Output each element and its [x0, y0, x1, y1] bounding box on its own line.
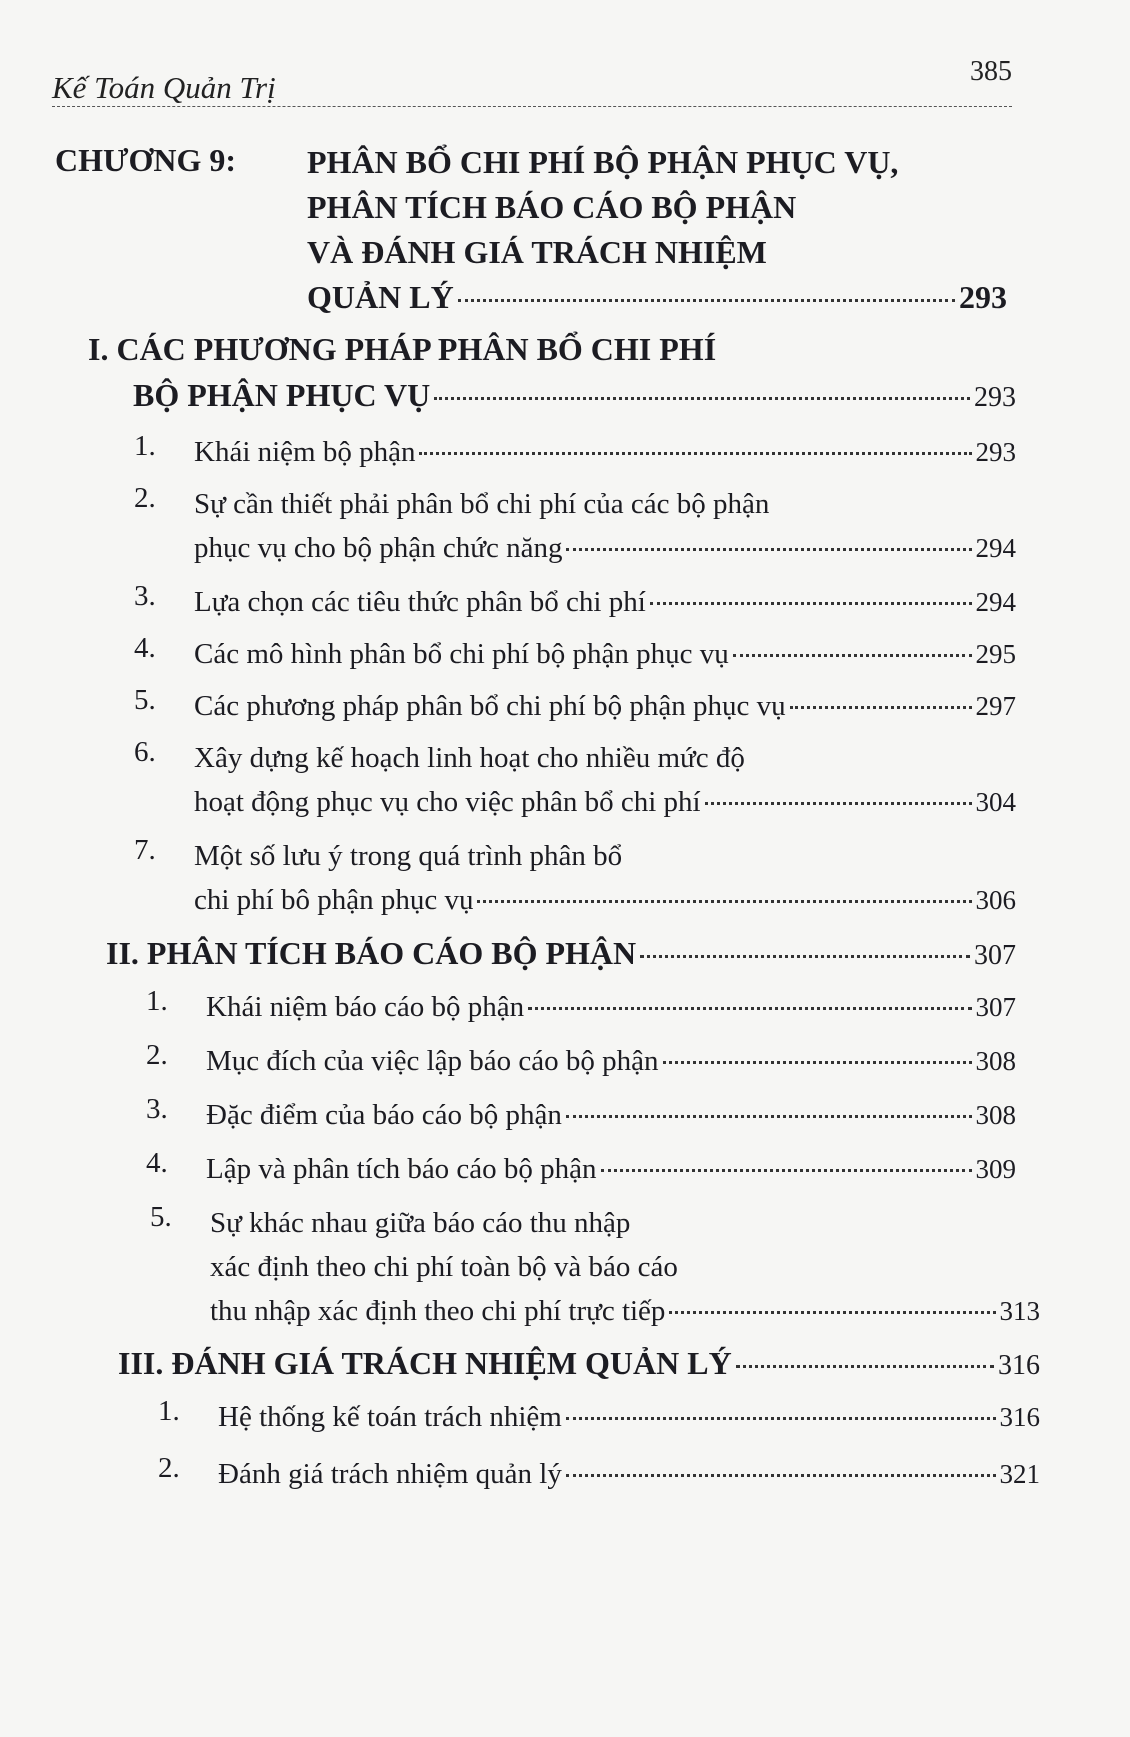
entry-title: Khái niệm bộ phận — [194, 436, 416, 468]
running-head — [52, 56, 1012, 107]
section-page: 316 — [998, 1350, 1040, 1381]
entry-page: 309 — [975, 1154, 1016, 1184]
entry-title: Một số lưu ý trong quá trình phân bổ — [194, 840, 623, 872]
entry-title: Xây dựng kế hoạch linh hoạt cho nhiều mức độ — [194, 742, 745, 774]
entry-title: hoạt động phục vụ cho việc phân bổ chi phí — [194, 786, 701, 818]
entry-page: 304 — [975, 787, 1016, 817]
entry-page: 321 — [999, 1459, 1040, 1489]
entry-number: 5. — [134, 684, 156, 716]
entry-title: Đánh giá trách nhiệm quản lý — [218, 1458, 562, 1490]
chapter-title — [307, 140, 1007, 320]
chapter-title-line: VÀ ĐÁNH GIÁ TRÁCH NHIỆM — [307, 234, 767, 270]
entry-title: chi phí bô phận phục vụ — [194, 884, 474, 916]
chapter-page: 293 — [959, 279, 1007, 315]
entry-page: 308 — [975, 1100, 1016, 1130]
dot-leader — [566, 1115, 972, 1118]
section-page: 293 — [974, 382, 1016, 413]
entry-title: phục vụ cho bộ phận chức năng — [194, 532, 563, 564]
entry-page: 306 — [975, 885, 1016, 915]
entry-number: 1. — [146, 985, 168, 1017]
entry-page: 295 — [975, 639, 1016, 669]
dot-leader — [705, 802, 972, 805]
page-number: 385 — [970, 56, 1012, 87]
entry-number: 2. — [146, 1039, 168, 1071]
entry-number: 1. — [158, 1395, 180, 1427]
entry-title: xác định theo chi phí toàn bộ và báo cáo — [210, 1251, 678, 1283]
section-title-line-last: BỘ PHẬN PHỤC VỤ 293 — [88, 372, 1016, 421]
section-page: 307 — [974, 940, 1016, 971]
chapter-title-line: PHÂN TÍCH BÁO CÁO BỘ PHẬN — [307, 189, 797, 225]
dot-leader — [650, 602, 972, 605]
chapter-title-line-last: QUẢN LÝ 293 — [307, 275, 1007, 320]
entry-page: 293 — [975, 437, 1016, 467]
dot-leader — [477, 900, 971, 903]
entry-number: 7. — [134, 834, 156, 866]
dot-leader — [669, 1311, 995, 1314]
dot-leader — [601, 1169, 972, 1172]
entry-number: 2. — [134, 482, 156, 514]
dot-leader — [528, 1007, 971, 1010]
toc-section — [106, 930, 1016, 979]
entry-title: Đặc điểm của báo cáo bộ phận — [206, 1099, 562, 1131]
entry-title: Mục đích của việc lập báo cáo bộ phận — [206, 1045, 659, 1077]
entry-number: 4. — [134, 632, 156, 664]
entry-title: Lập và phân tích báo cáo bộ phận — [206, 1153, 597, 1185]
entry-number: 1. — [134, 430, 156, 462]
entry-title: Các phương pháp phân bổ chi phí bộ phận phục vụ — [194, 690, 786, 722]
entry-number: 3. — [134, 580, 156, 612]
entry-page: 297 — [975, 691, 1016, 721]
dot-leader — [640, 955, 970, 958]
toc-section — [88, 326, 1016, 421]
entry-page: 294 — [975, 587, 1016, 617]
entry-number: 6. — [134, 736, 156, 768]
dot-leader — [458, 299, 955, 302]
entry-number: 3. — [146, 1093, 168, 1125]
entry-title: Sự khác nhau giữa báo cáo thu nhập — [210, 1207, 631, 1239]
book-title: Kế Toán Quản Trị — [52, 70, 276, 105]
entry-number: 5. — [150, 1201, 172, 1233]
dot-leader — [566, 548, 971, 551]
dot-leader — [566, 1417, 996, 1420]
chapter-title-line: PHÂN BỔ CHI PHÍ BỘ PHẬN PHỤC VỤ, — [307, 144, 899, 180]
dot-leader — [566, 1474, 996, 1477]
entry-page: 294 — [975, 533, 1016, 563]
entry-page: 316 — [999, 1402, 1040, 1432]
toc-section — [118, 1340, 1040, 1389]
section-title-line-last: II. PHÂN TÍCH BÁO CÁO BỘ PHẬN 307 — [106, 930, 1016, 979]
dot-leader — [736, 1365, 994, 1368]
chapter-label: CHƯƠNG 9: — [55, 142, 237, 178]
entry-title: thu nhập xác định theo chi phí trực tiếp — [210, 1295, 666, 1327]
section-title-line: I. CÁC PHƯƠNG PHÁP PHÂN BỔ CHI PHÍ — [88, 331, 717, 367]
entry-number: 2. — [158, 1452, 180, 1484]
entry-page: 313 — [999, 1296, 1040, 1326]
section-title-line-last: III. ĐÁNH GIÁ TRÁCH NHIỆM QUẢN LÝ 316 — [118, 1340, 1040, 1389]
entry-title: Sự cần thiết phải phân bổ chi phí của các bộ phận — [194, 488, 770, 520]
entry-page: 308 — [975, 1046, 1016, 1076]
entry-title: Các mô hình phân bổ chi phí bộ phận phục vụ — [194, 638, 729, 670]
entry-number: 4. — [146, 1147, 168, 1179]
dot-leader — [419, 452, 971, 455]
dot-leader — [790, 706, 972, 709]
dot-leader — [733, 654, 972, 657]
entry-title: Lựa chọn các tiêu thức phân bổ chi phí — [194, 586, 646, 618]
dot-leader — [434, 397, 970, 400]
entry-title: Hệ thống kế toán trách nhiệm — [218, 1401, 562, 1433]
entry-title: Khái niệm báo cáo bộ phận — [206, 991, 525, 1023]
dot-leader — [663, 1061, 972, 1064]
entry-page: 307 — [975, 992, 1016, 1022]
